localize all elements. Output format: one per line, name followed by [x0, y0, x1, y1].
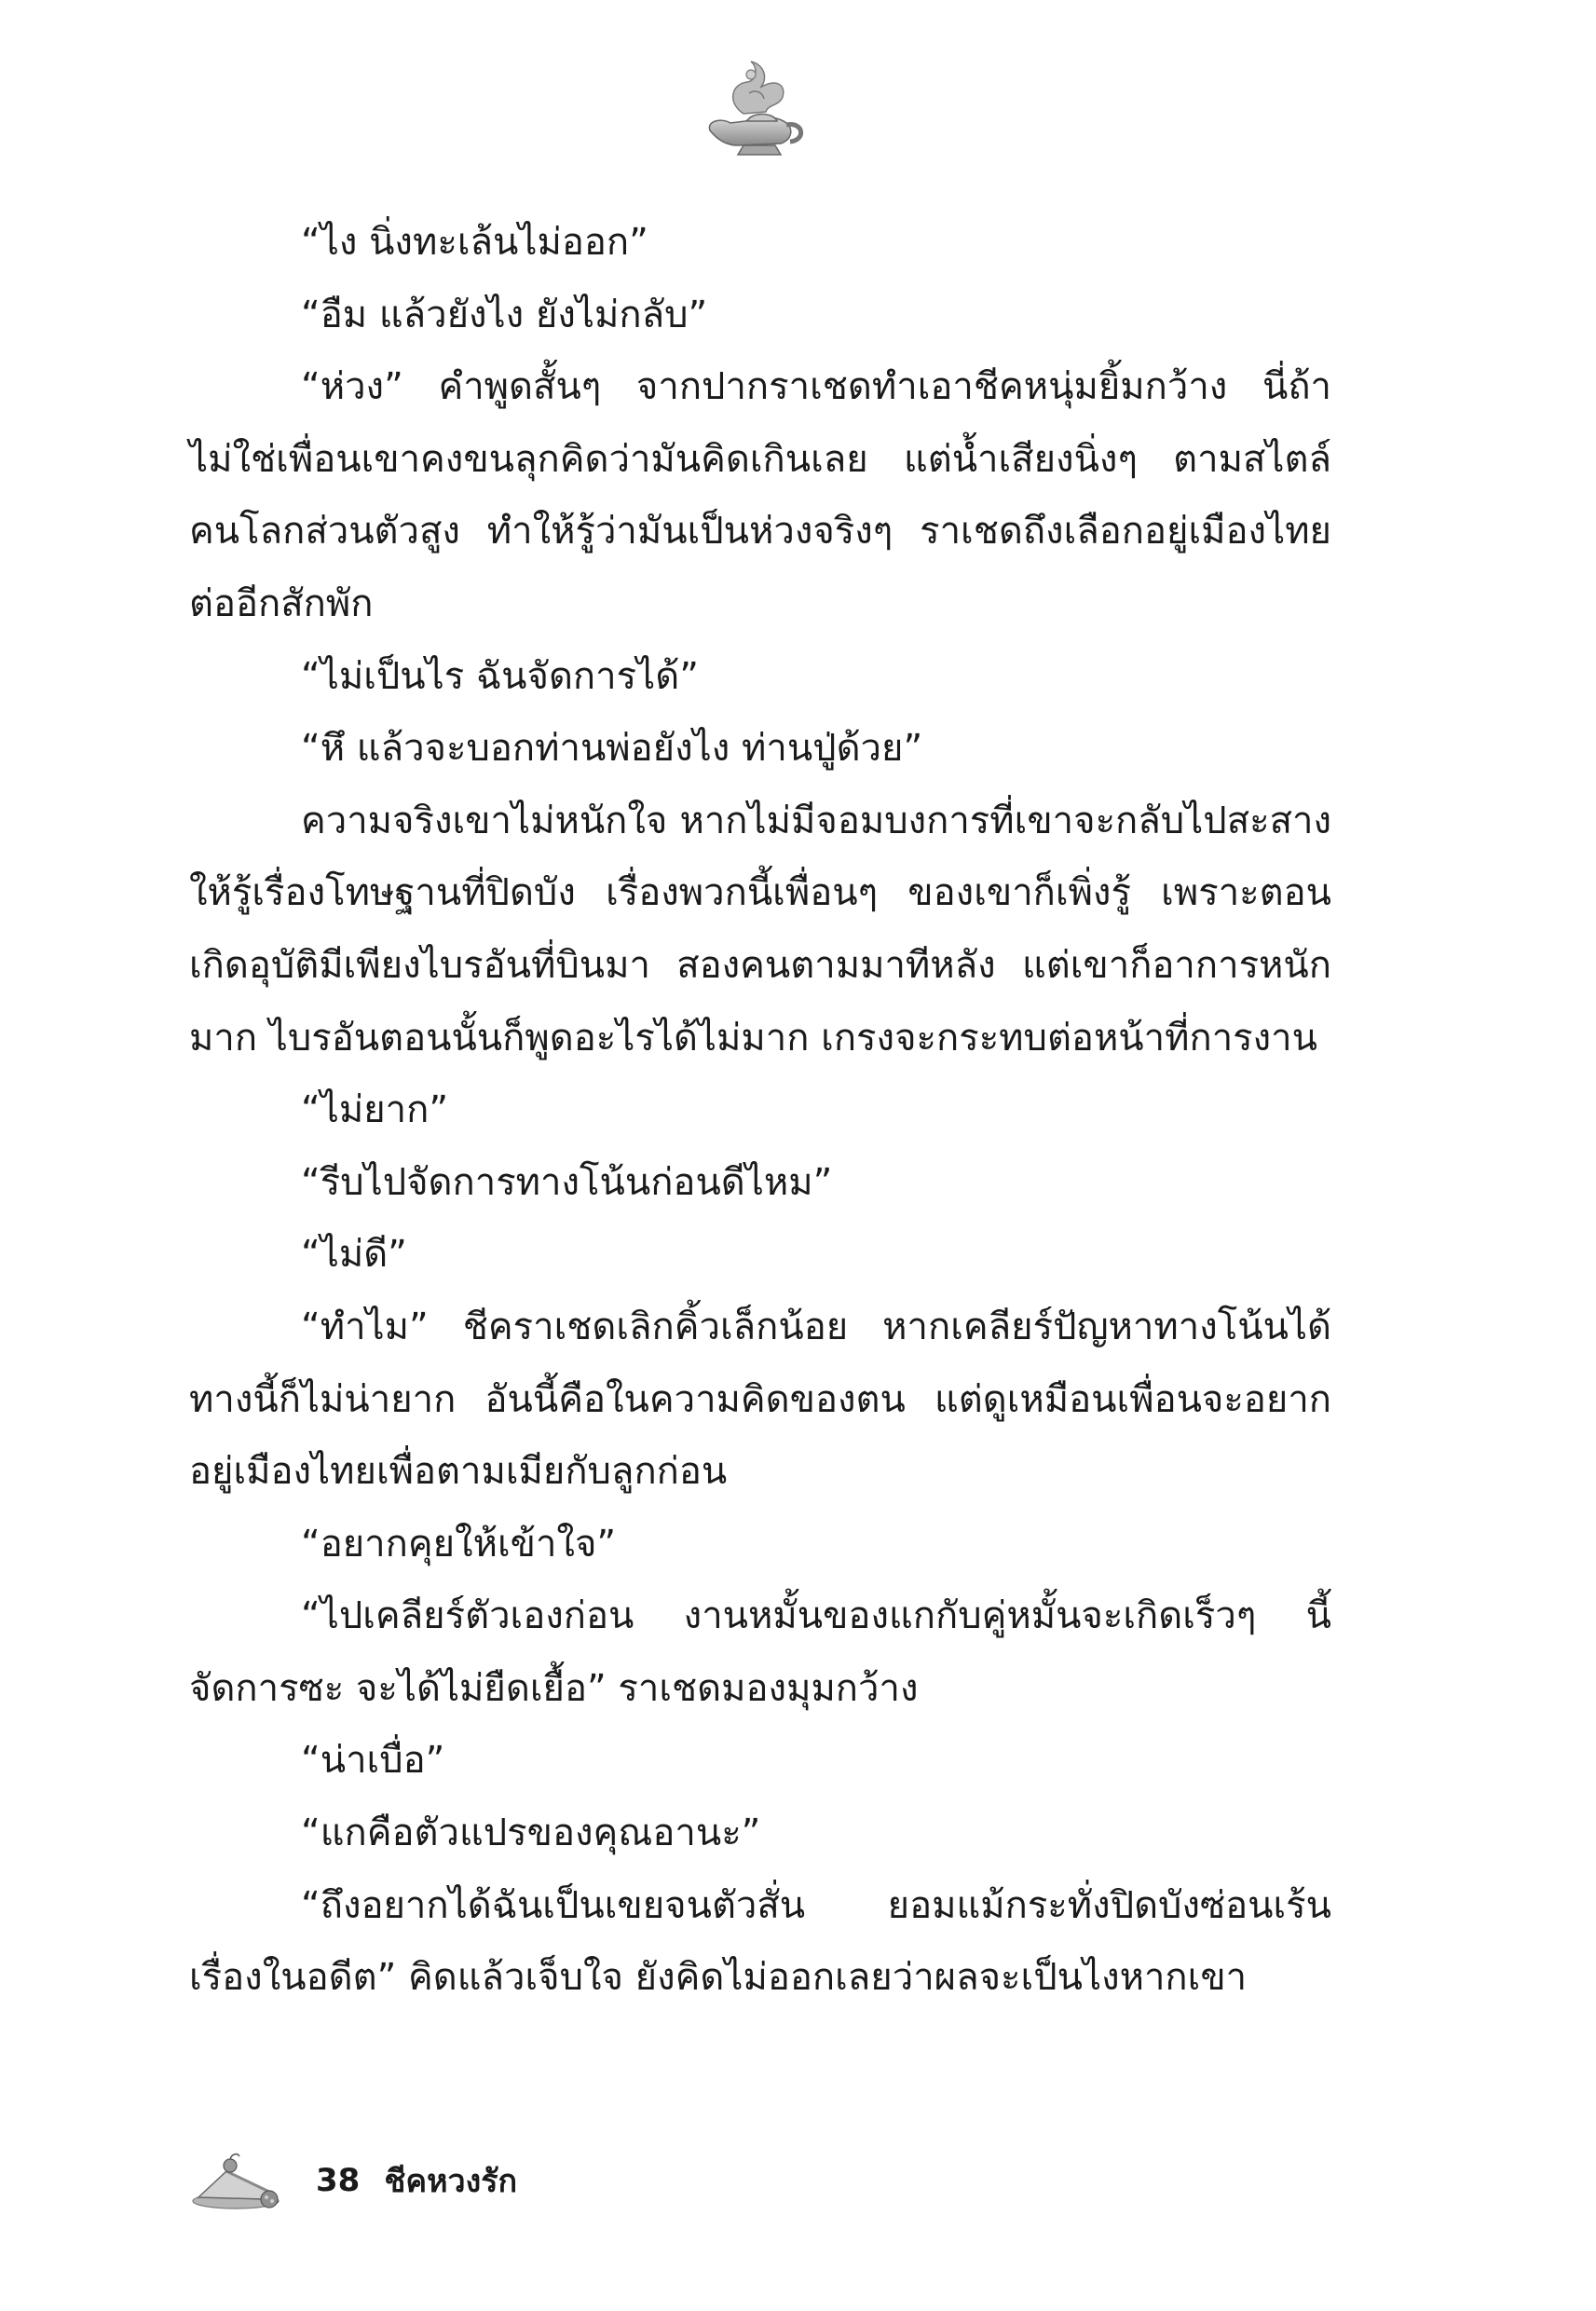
paragraph: ความจริงเขาไม่หนักใจ หากไม่มีจอมบงการที่เขาจะกลับไปสะสางให้รู้เรื่องโทษฐานที่ปิดบัง เรื่องพวกนี้เพื่อนๆ ของเขาก็เพิ่งรู้ เพราะตอนเกิดอุบัติมีเพียงไบรอันที่บินมา สองคนตามมาทีหลัง แต่เขาก็อาการหนักมาก ไบรอันตอนนั้นก็พูดอะไรได้ไม่มาก เกรงจะกระทบต่อหน้าที่การงาน — [189, 799, 1331, 1060]
paragraph: “ไปเคลียร์ตัวเองก่อน งานหมั้นของแกกับคู่หมั้นจะเกิดเร็วๆ นี้จัดการซะ จะได้ไม่ยืดเยื้อ” ราเชดมองมุมกว้าง — [189, 1594, 1331, 1710]
body-text — [189, 207, 1331, 2015]
paragraph: “รีบไปจัดการทางโน้นก่อนดีไหม” — [301, 1160, 833, 1204]
paragraph: “ไง นิ่งทะเล้นไม่ออก” — [301, 221, 648, 264]
paragraph: “หึ แล้วจะบอกท่านพ่อยังไง ท่านปู่ด้วย” — [301, 727, 923, 771]
page-footer — [189, 2143, 517, 2218]
paragraph: “ไม่ดี” — [301, 1233, 407, 1277]
page-number: 38 — [316, 2162, 361, 2199]
paragraph: “ถึงอยากได้ฉันเป็นเขยจนตัวสั่น ยอมแม้กระทั่งปิดบังซ่อนเร้นเรื่องในอดีต” คิดแล้วเจ็บใจ ยังคิดไม่ออกเลยว่าผลจะเป็นไงหากเขา — [189, 1883, 1331, 2000]
paragraph: “ห่วง” คำพูดสั้นๆ จากปากราเชดทำเอาชีคหนุ่มยิ้มกว้าง นี่ถ้าไม่ใช่เพื่อนเขาคงขนลุกคิดว่ามันคิดเกินเลย แต่น้ำเสียงนิ่งๆ ตามสไตล์คนโลกส่วนตัวสูง ทำให้รู้ว่ามันเป็นห่วงจริงๆ ราเชดถึงเลือกอยู่เมืองไทยต่ออีกสักพัก — [189, 365, 1331, 625]
paragraph: “ไม่ยาก” — [301, 1088, 449, 1132]
book-title: ชีคหวงรัก — [384, 2163, 518, 2200]
genie-lamp-ornament-icon — [689, 56, 820, 168]
paragraph: “แกคือตัวแปรของคุณอานะ” — [301, 1812, 761, 1855]
paragraph: “อืม แล้วยังไง ยังไม่กลับ” — [301, 293, 708, 336]
paragraph: “ทำไม” ชีคราเชดเลิกคิ้วเล็กน้อย หากเคลียร์ปัญหาทางโน้นได้ทางนี้ก็ไม่น่ายาก อันนี้คือในความคิดของตน แต่ดูเหมือนเพื่อนจะอยากอยู่เมืองไทยเพื่อตามเมียกับลูกก่อน — [189, 1305, 1331, 1494]
paragraph: “น่าเบื่อ” — [301, 1739, 445, 1783]
paragraph: “ไม่เป็นไร ฉันจัดการได้” — [301, 654, 699, 698]
dessert-ornament-icon — [189, 2151, 282, 2210]
paragraph: “อยากคุยให้เข้าใจ” — [301, 1522, 617, 1566]
